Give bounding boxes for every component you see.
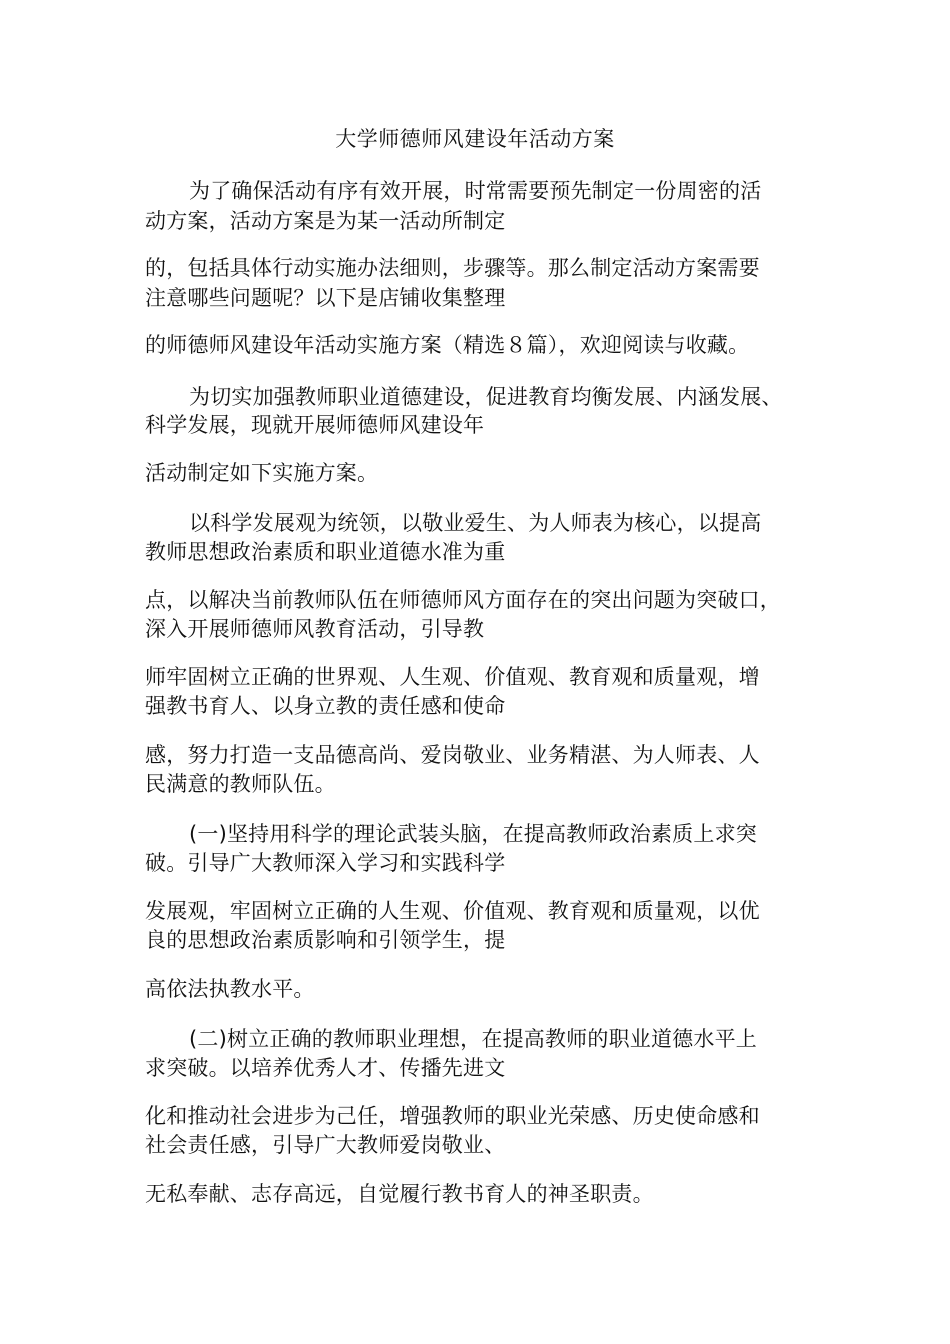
body-line: 为了确保活动有序有效开展，时常需要预先制定一份周密的活 [189,179,762,203]
document-title: 大学师德师风建设年活动方案 [335,127,615,151]
body-line: 的，包括具体行动实施办法细则，步骤等。那么制定活动方案需要 [145,256,760,280]
body-line: 无私奉献、志存高远，自觉履行教书育人的神圣职责。 [145,1182,654,1206]
body-line: 师牢固树立正确的世界观、人生观、价值观、教育观和质量观，增 [145,665,760,689]
body-line: 感，努力打造一支品德高尚、爱岗敬业、业务精湛、为人师表、人 [145,743,760,767]
body-line: (一)坚持用科学的理论武装头脑，在提高教师政治素质上求突 [189,822,757,846]
body-line: 发展观，牢固树立正确的人生观、价值观、教育观和质量观，以优 [145,899,760,923]
body-line: 的师德师风建设年活动实施方案（精选８篇），欢迎阅读与收藏。 [145,333,750,357]
body-line: 为切实加强教师职业道德建设，促进教育均衡发展、内涵发展、 [189,385,783,409]
body-line: 社会责任感，引导广大教师爱岗敬业、 [145,1133,506,1157]
body-line: 求突破。以培养优秀人才、传播先进文 [145,1056,506,1080]
body-line: 注意哪些问题呢？以下是店铺收集整理 [145,286,506,310]
body-line: 教师思想政治素质和职业道德水准为重 [145,540,506,564]
body-line: 点，以解决当前教师队伍在师德师风方面存在的突出问题为突破口， [145,588,781,612]
body-line: 高依法执教水平。 [145,977,315,1001]
body-line: 破。引导广大教师深入学习和实践科学 [145,851,506,875]
body-line: (二)树立正确的教师职业理想，在提高教师的职业道德水平上 [189,1027,757,1051]
body-line: 动方案，活动方案是为某一活动所制定 [145,209,506,233]
body-line: 深入开展师德师风教育活动，引导教 [145,617,485,641]
body-line: 以科学发展观为统领，以敬业爱生、为人师表为核心，以提高 [189,511,762,535]
body-line: 民满意的教师队伍。 [145,772,336,796]
body-line: 化和推动社会进步为己任，增强教师的职业光荣感、历史使命感和 [145,1104,760,1128]
body-line: 良的思想政治素质影响和引领学生，提 [145,928,506,952]
body-line: 强教书育人、以身立教的责任感和使命 [145,694,506,718]
body-line: 活动制定如下实施方案。 [145,461,379,485]
body-line: 科学发展，现就开展师德师风建设年 [145,413,485,437]
